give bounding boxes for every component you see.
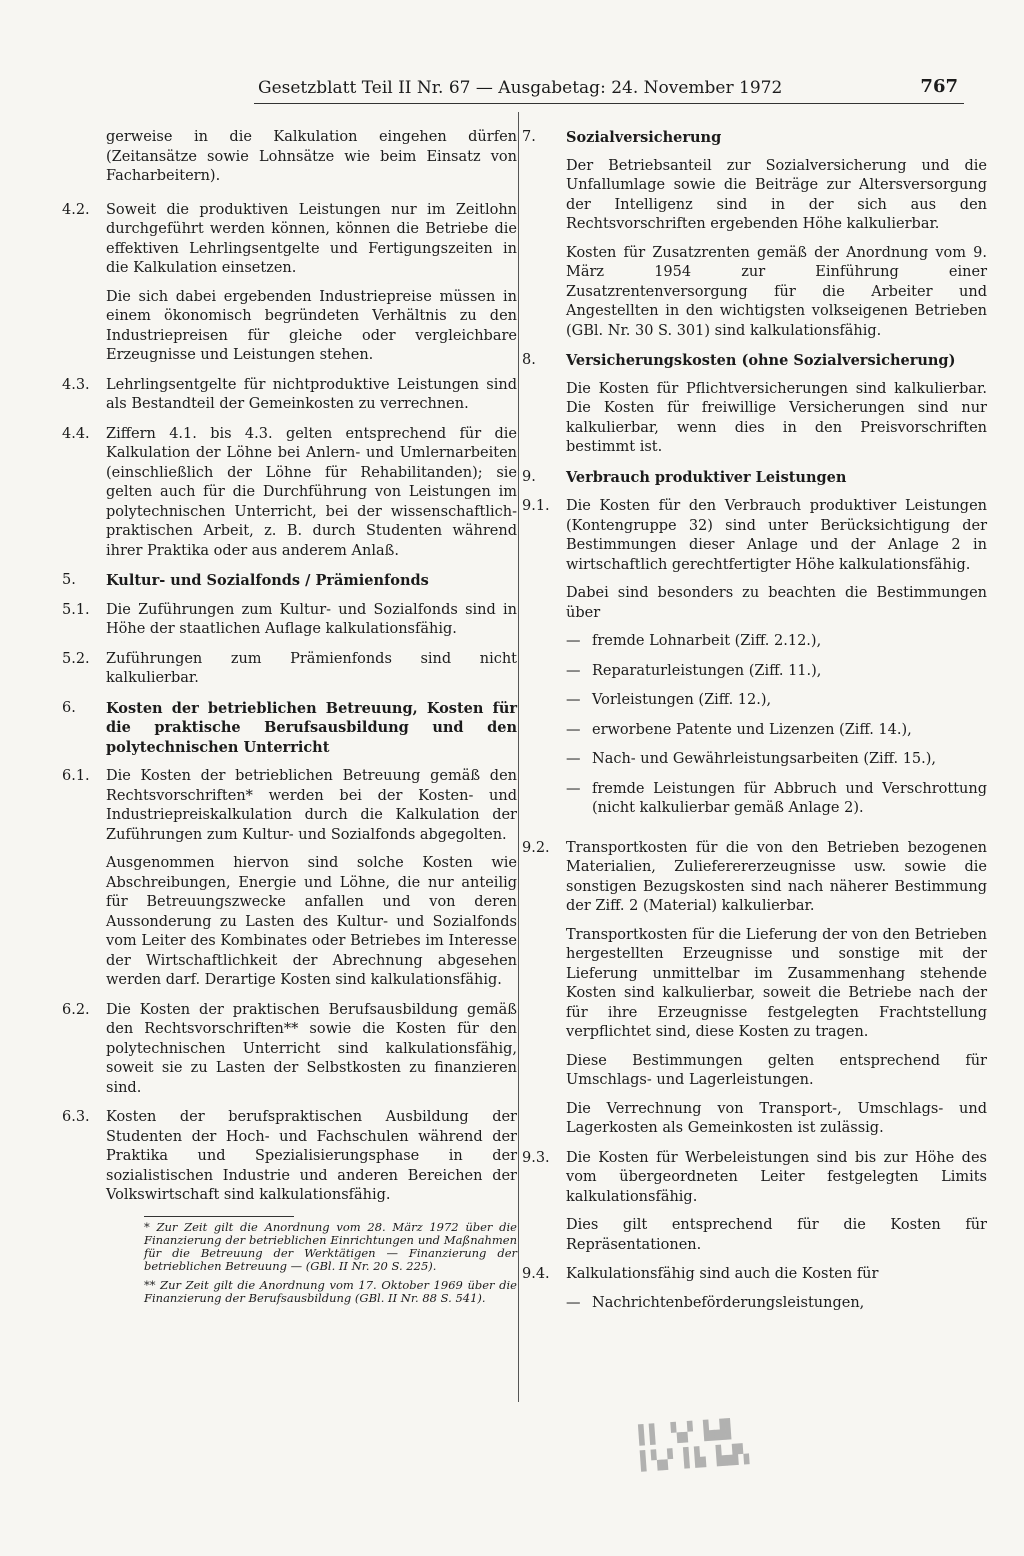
section-number: 9.2. bbox=[522, 839, 550, 856]
intro-text: gerweise in die Kalkulation eingehen dürfen (Zeitansätze sowie Lohnsätze wie beim Einsatz von Facharbeitern). bbox=[106, 129, 517, 184]
section-heading: Sozialversicherung bbox=[566, 129, 722, 146]
section-6 bbox=[62, 699, 517, 758]
section-8 bbox=[522, 351, 987, 458]
section-7 bbox=[522, 128, 987, 341]
section-6-2 bbox=[62, 1001, 517, 1099]
paragraph: Die Verrechnung von Transport-, Umschlags- und Lagerkosten als Gemeinkosten ist zulässig. bbox=[566, 1100, 987, 1136]
paragraph: Lehrlingsentgelte für nichtproduktive Leistungen sind als Bestandteil der Gemeinkosten zu verrechnen. bbox=[106, 376, 517, 412]
page-number: 767 bbox=[920, 76, 958, 97]
paragraph: Zuführungen zum Prämienfonds sind nicht kalkulierbar. bbox=[106, 650, 517, 686]
footnote-rule bbox=[144, 1216, 294, 1217]
paragraph: Die Kosten der praktischen Berufsausbildung gemäß den Rechtsvorschriften** sowie die Kosten für den polytechnischen Unterricht sind kalkulationsfähig, soweit sie zu Lasten der Selbstkosten zu finanzieren sind. bbox=[106, 1001, 517, 1096]
paragraph: Ausgenommen hiervon sind solche Kosten wie Abschreibungen, Energie und Löhne, die nur anteilig für Betreuungszwecke anfallen und von deren Aussonderung zu Lasten des Kultur- und Sozialfonds vom Leiter des Kombinates oder Betriebes im Interesse der Wirtschaftlichkeit der Abrechnung abgesehen werden darf. Derartige Kosten sind kalkulationsfähig. bbox=[106, 855, 517, 988]
section-number: 6.3. bbox=[62, 1109, 90, 1125]
header-title: Gesetzblatt Teil II Nr. 67 — Ausgabetag: 24. November 1972 bbox=[258, 78, 783, 98]
list-item: — Nachrichtenbeförderungsleistungen, bbox=[566, 1294, 865, 1311]
section-4-2 bbox=[62, 201, 517, 366]
page-header bbox=[258, 78, 958, 102]
column-divider bbox=[518, 112, 519, 1402]
section-number: 9.4. bbox=[522, 1266, 550, 1282]
paragraph: Ziffern 4.1. bis 4.3. gelten entsprechend für die Kalkulation der Löhne bei Anlern- und Umlernarbeiten (einschließlich der Löhne für Rehabilitanden); sie gelten auch für die Durchführung von Leistungen im polytechnischen Unterricht, bei der wissenschaftlich-praktischen Arbeit, z. B. durch Studenten während ihrer Praktika oder aus anderem Anlaß. bbox=[106, 425, 517, 559]
section-9-1 bbox=[522, 497, 987, 829]
section-number: 4.2. bbox=[62, 201, 90, 218]
paragraph: Die Kosten für den Verbrauch produktiver Leistungen (Kontengruppe 32) sind unter Berücksichtigung der Bestimmungen dieser Anlage und der Anlage 2 in wirtschaftlich gerechtfertigter Höhe kalkulationsfähig. bbox=[566, 498, 987, 573]
section-number: 4.4. bbox=[62, 425, 90, 442]
section-number: 6.2. bbox=[62, 1001, 90, 1018]
section-9 bbox=[522, 468, 987, 488]
section-number: 5.2. bbox=[62, 650, 90, 667]
paragraph: Die Kosten für Pflichtversicherungen sind kalkulierbar. Die Kosten für freiwillige Versicherungen sind nur kalkulierbar, wenn dies in den Preisvorschriften bestimmt ist. bbox=[566, 380, 987, 455]
library-stamp-icon: ▌▌ ▚▞ ▙▟▌ ▌▚▞ ▌▙ ▙▟▚ bbox=[638, 1418, 750, 1473]
section-5-1 bbox=[62, 601, 517, 640]
section-6-1 bbox=[62, 767, 517, 991]
section-9-2 bbox=[522, 839, 987, 1139]
section-5 bbox=[62, 571, 517, 591]
section-number: 6. bbox=[62, 699, 76, 716]
paragraph: Die Kosten der betrieblichen Betreuung gemäß den Rechtsvorschriften* werden bei der Kosten- und Industriepreiskalkulation durch die Kalkulation der Zuführungen zum Kultur- und Sozialfonds abgegolten. bbox=[106, 768, 517, 843]
section-4-4 bbox=[62, 425, 517, 562]
list-item: — Nach- und Gewährleistungsarbeiten (Ziff. 15.), bbox=[566, 751, 937, 767]
list-item: — Vorleistungen (Ziff. 12.), bbox=[566, 692, 772, 708]
header-rule bbox=[254, 103, 964, 104]
paragraph: Transportkosten für die Lieferung der von den Betrieben hergestellten Erzeugnisse und sonstige mit der Lieferung unmittelbar im Zusammenhang stehende Kosten sind kalkulierbar, soweit die Betriebe nach der für ihre Erzeugnisse festgelegten Frachtstellung verpflichtet sind, diese Kosten zu tragen. bbox=[566, 926, 987, 1040]
left-column bbox=[62, 128, 517, 1311]
paragraph: Kosten der berufspraktischen Ausbildung der Studenten der Hoch- und Fachschulen während der Praktika und Spezialisierungsphase in der sozialistischen Industrie und anderen Bereichen der Volkswirtschaft sind kalkulationsfähig. bbox=[106, 1109, 517, 1203]
footnote-1: * Zur Zeit gilt die Anordnung vom 28. März 1972 über die Finanzierung der betrieblichen Einrichtungen und Maßnahmen für die Betreuung der Werktätigen — Finanzierung der betrieblichen Betreuung — (GBl. II Nr. 20 S. 225). bbox=[144, 1219, 517, 1273]
section-heading: Kultur- und Sozialfonds / Prämienfonds bbox=[106, 572, 429, 589]
paragraph: Der Betriebsanteil zur Sozialversicherung und die Unfallumlage sowie die Beiträge zur Altersversorgung der Intelligenz sind in der sich aus den Rechtsvorschriften ergebenden Höhe kalkulierbar. bbox=[566, 157, 987, 232]
paragraph: Kosten für Zusatzrenten gemäß der Anordnung vom 9. März 1954 zur Einführung einer Zusatzrentenversorgung für die Arbeiter und Angestellten in den wichtigsten volkseigenen Betrieben (GBl. Nr. 30 S. 301) sind kalkulationsfähig. bbox=[566, 244, 987, 339]
section-heading: Versicherungskosten (ohne Sozialversicherung) bbox=[566, 352, 956, 369]
section-number: 9.3. bbox=[522, 1149, 550, 1166]
section-number: 7. bbox=[522, 129, 536, 145]
paragraph: Dabei sind besonders zu beachten die Bestimmungen über bbox=[566, 585, 987, 621]
section-number: 9.1. bbox=[522, 498, 550, 514]
section-number: 9. bbox=[522, 468, 536, 485]
footnote-2: ** Zur Zeit gilt die Anordnung vom 17. Oktober 1969 über die Finanzierung der Berufsausbildung (GBl. II Nr. 88 S. 541). bbox=[144, 1277, 517, 1305]
section-number: 8. bbox=[522, 352, 536, 368]
list-item: — Reparaturleistungen (Ziff. 11.), bbox=[566, 662, 822, 679]
paragraph: Die sich dabei ergebenden Industriepreise müssen in einem ökonomisch begründeten Verhältnis zu den Industriepreisen für gleiche oder vergleichbare Erzeugnisse und Leistungen stehen. bbox=[106, 288, 517, 363]
paragraph: Dies gilt entsprechend für die Kosten für Repräsentationen. bbox=[566, 1217, 987, 1253]
paragraph: Transportkosten für die von den Betrieben bezogenen Materialien, Zulieferererzeugnisse usw. sowie die sonstigen Bezugskosten sind nach näherer Bestimmung der Ziff. 2 (Material) kalkulierbar. bbox=[566, 839, 987, 914]
section-9-3 bbox=[522, 1149, 987, 1256]
section-5-2 bbox=[62, 650, 517, 689]
list-item: — fremde Lohnarbeit (Ziff. 2.12.), bbox=[566, 633, 822, 649]
section-heading: Verbrauch produktiver Leistungen bbox=[566, 468, 847, 486]
right-column bbox=[522, 128, 987, 1333]
paragraph: Soweit die produktiven Leistungen nur im Zeitlohn durchgeführt werden können, können die Betriebe die effektiven Lehrlingsentgelte und Fertigungszeiten in die Kalkulation einsetzen. bbox=[106, 201, 517, 276]
list-item: — erworbene Patente und Lizenzen (Ziff. 14.), bbox=[566, 721, 912, 738]
paragraph: Die Zuführungen zum Kultur- und Sozialfonds sind in Höhe der staatlichen Auflage kalkulationsfähig. bbox=[106, 601, 517, 637]
section-6-3 bbox=[62, 1108, 517, 1206]
section-9-4 bbox=[522, 1265, 987, 1323]
section-number: 6.1. bbox=[62, 768, 90, 784]
section-4-3 bbox=[62, 376, 517, 415]
section-number: 4.3. bbox=[62, 376, 90, 393]
section-number: 5. bbox=[62, 572, 76, 588]
paragraph: Diese Bestimmungen gelten entsprechend für Umschlags- und Lagerleistungen. bbox=[566, 1052, 987, 1088]
section-number: 5.1. bbox=[62, 601, 90, 618]
paragraph: Die Kosten für Werbeleistungen sind bis zur Höhe des vom übergeordneten Leiter festgelegten Limits kalkulationsfähig. bbox=[566, 1149, 987, 1205]
paragraph: Kalkulationsfähig sind auch die Kosten für bbox=[566, 1266, 879, 1282]
list-item: — fremde Leistungen für Abbruch und Verschrottung (nicht kalkulierbar gemäß Anlage 2). bbox=[566, 780, 987, 816]
section-heading: Kosten der betrieblichen Betreuung, Kosten für die praktische Berufsausbildung und den polytechnischen Unterricht bbox=[106, 699, 517, 756]
